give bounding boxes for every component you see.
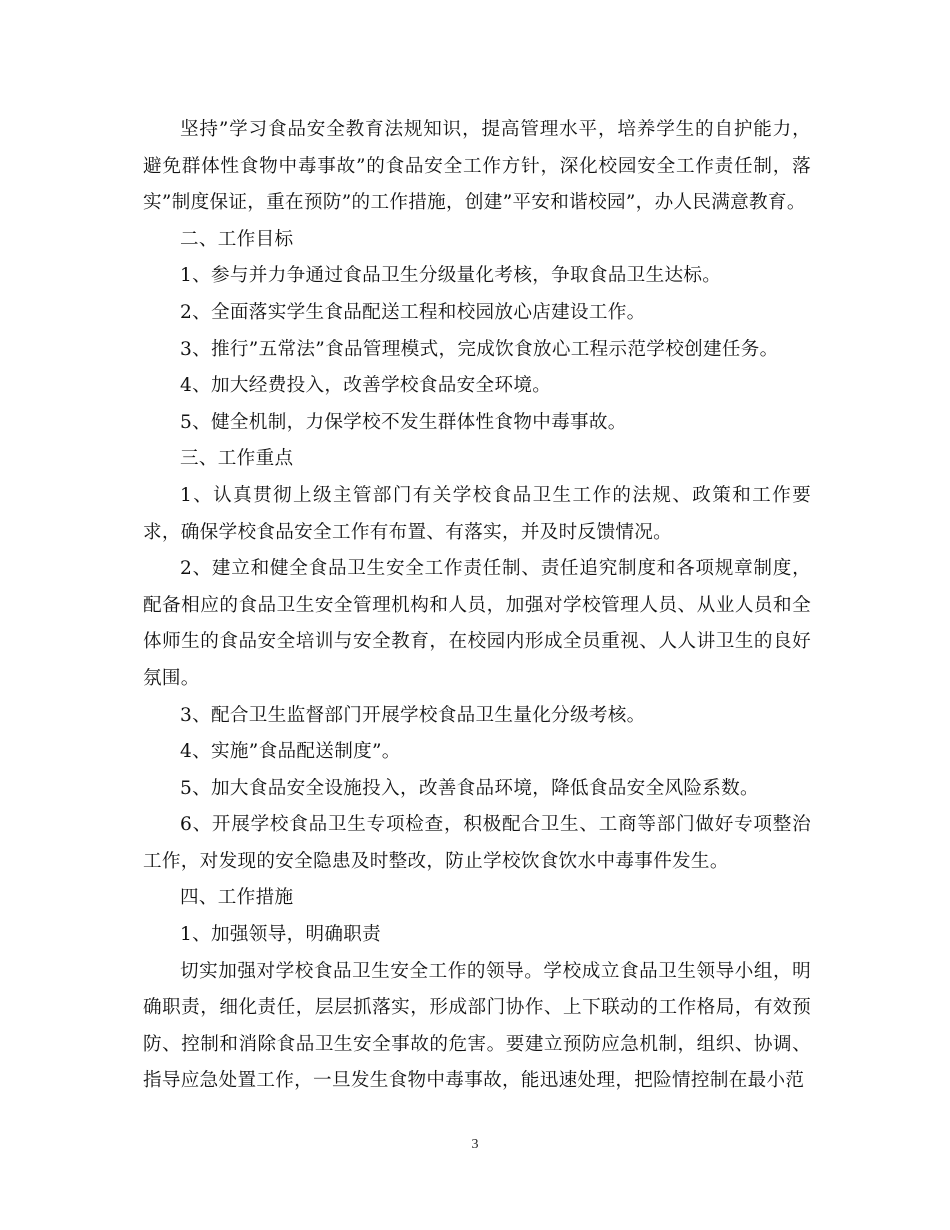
body-text xyxy=(143,112,811,1100)
measure-paragraph: 切实加强对学校食品卫生安全工作的领导。学校成立食品卫生领导小组，明确职责，细化责任，层层抓落实，形成部门协作、上下联动的工作格局，有效预防、控制和消除食品卫生安全事故的危害。要建立预防应急机制，组织、协调、指导应急处置工作，一旦发生食物中毒事故，能迅速处理，把险情控制在最小范 xyxy=(143,960,811,1092)
goal-item: 5、健全机制，力保学校不发生群体性食物中毒事故。 xyxy=(180,411,627,433)
focus-item: 5、加大食品安全设施投入，改善食品环境，降低食品安全风险系数。 xyxy=(180,777,759,799)
section-heading-focus: 三、工作重点 xyxy=(180,448,294,470)
focus-item: 4、实施”食品配送制度”。 xyxy=(180,741,401,763)
goal-item: 2、全面落实学生食品配送工程和校园放心店建设工作。 xyxy=(180,301,646,323)
section-heading-measures: 四、工作措施 xyxy=(180,887,294,909)
focus-item: 6、开展学校食品卫生专项检查，积极配合卫生、工商等部门做好专项整治工作，对发现的安全隐患及时整改，防止学校饮食饮水中毒事件发生。 xyxy=(143,814,811,872)
focus-item: 1、认真贯彻上级主管部门有关学校食品卫生工作的法规、政策和工作要求，确保学校食品安全工作有布置、有落实，并及时反馈情况。 xyxy=(143,484,811,543)
goal-item: 4、加大经费投入，改善学校食品安全环境。 xyxy=(180,375,552,397)
goal-item: 1、参与并力争通过食品卫生分级量化考核，争取食品卫生达标。 xyxy=(180,265,722,287)
intro-paragraph: 坚持”学习食品安全教育法规知识，提高管理水平，培养学生的自护能力，避免群体性食物中毒事故”的食品安全工作方针，深化校园安全工作责任制，落实”制度保证，重在预防”的工作措施，创建”平安和谐校园”，办人民满意教育。 xyxy=(143,119,811,214)
focus-item: 3、配合卫生监督部门开展学校食品卫生量化分级考核。 xyxy=(180,704,646,726)
focus-item: 2、建立和健全食品卫生安全工作责任制、责任追究制度和各项规章制度，配备相应的食品卫生安全管理机构和人员，加强对学校管理人员、从业人员和全体师生的食品安全培训与安全教育，在校园内形成全员重视、人人讲卫生的良好氛围。 xyxy=(143,558,811,689)
measure-subheading: 1、加强领导，明确职责 xyxy=(180,924,382,946)
section-heading-goals: 二、工作目标 xyxy=(180,228,294,250)
page-number: 3 xyxy=(471,1137,479,1152)
goal-item: 3、推行”五常法”食品管理模式，完成饮食放心工程示范学校创建任务。 xyxy=(180,338,779,360)
